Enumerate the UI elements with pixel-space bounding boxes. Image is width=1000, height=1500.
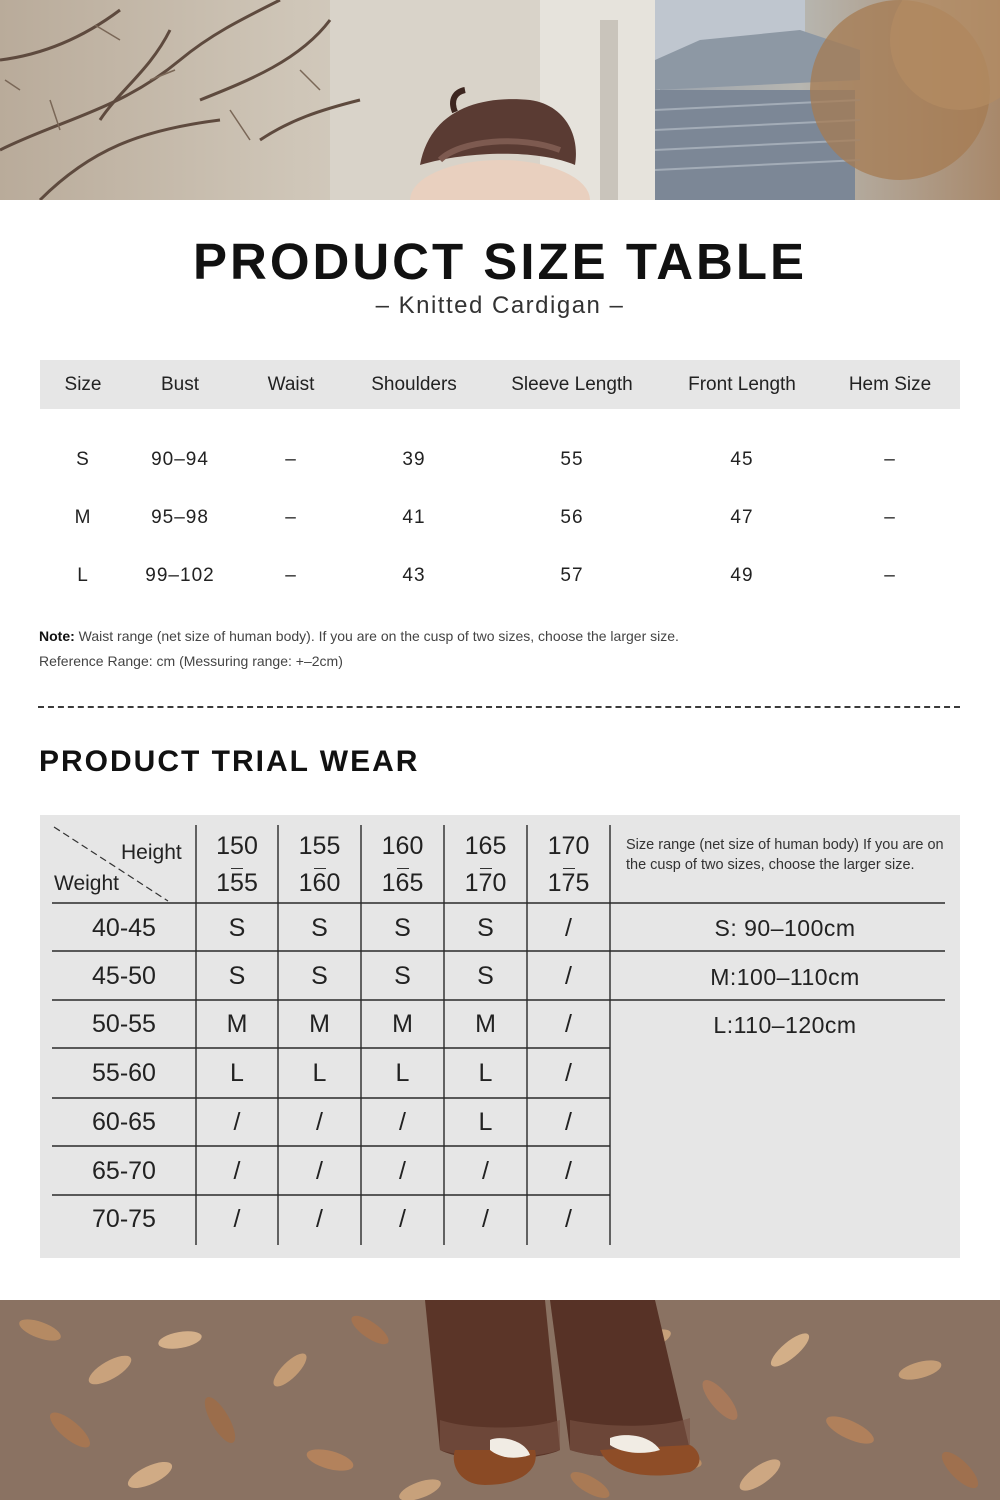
table-cell: L	[77, 565, 89, 586]
size-cell: M	[226, 1010, 248, 1038]
range-m: M:100–110cm	[710, 964, 860, 990]
size-cell: /	[565, 1010, 572, 1038]
size-cell: /	[565, 1058, 572, 1087]
size-cell: S	[477, 962, 494, 990]
col-header-front-length: Front Length	[664, 360, 820, 409]
size-cell: /	[233, 1204, 241, 1233]
height-header	[278, 829, 361, 901]
size-cell: /	[399, 1108, 406, 1136]
table-cell: 43	[402, 565, 426, 586]
table-cell: 47	[730, 507, 754, 528]
size-cell: S	[394, 962, 411, 990]
height-header	[361, 829, 444, 901]
height-from: 160	[381, 832, 424, 860]
table-cell: 45	[730, 449, 754, 470]
table-cell: M	[74, 507, 92, 528]
table-cell: –	[285, 449, 297, 470]
weight-label: 60-65	[92, 1108, 156, 1136]
height-to: 165	[382, 865, 424, 902]
height-to: 170	[465, 865, 507, 902]
table-cell: 99–102	[145, 565, 215, 586]
table-cell: –	[285, 565, 297, 586]
table-cell: 95–98	[151, 507, 209, 528]
height-from: 155	[298, 832, 341, 860]
height-from: 150	[216, 832, 258, 860]
size-cell: /	[233, 1156, 241, 1185]
height-to: 160	[299, 865, 341, 902]
size-table	[40, 360, 960, 605]
size-cell: /	[565, 1204, 572, 1233]
col-header-bust: Bust	[126, 360, 234, 409]
table-cell: 56	[560, 507, 584, 528]
height-to: 175	[548, 865, 590, 902]
size-cell: S	[394, 913, 411, 942]
size-cell: /	[399, 1156, 406, 1185]
table-cell: –	[884, 449, 896, 470]
size-cell: /	[565, 1156, 572, 1185]
trial-wear-title: PRODUCT TRIAL WEAR	[39, 745, 420, 778]
corner-weight-label: Weight	[54, 872, 119, 895]
size-cell: M	[475, 1010, 496, 1038]
table-cell: 41	[402, 507, 426, 528]
size-cell: S	[477, 913, 494, 942]
table-cell: 57	[560, 565, 584, 586]
size-cell: S	[228, 913, 246, 942]
trial-wear-table	[40, 815, 960, 1258]
size-cell: L	[230, 1058, 244, 1087]
note-text: Waist range (net size of human body). If you are on the cusp of two sizes, choose the larger size.	[78, 628, 679, 644]
bottom-photo-illustration	[0, 1300, 1000, 1500]
size-note	[39, 624, 979, 674]
size-cell: /	[482, 1156, 489, 1185]
size-cell: S	[311, 962, 328, 990]
size-cell: M	[392, 1010, 413, 1038]
height-from: 165	[464, 832, 507, 860]
range-l: L:110–120cm	[713, 1012, 857, 1038]
size-cell: /	[482, 1204, 489, 1233]
col-header-sleeve-length: Sleeve Length	[480, 360, 664, 409]
size-cell: M	[309, 1010, 330, 1038]
table-row	[40, 431, 960, 489]
weight-label: 65-70	[92, 1156, 156, 1185]
note-line	[39, 624, 979, 649]
table-cell: –	[884, 507, 896, 528]
table-cell: S	[76, 449, 90, 470]
size-cell: /	[399, 1204, 406, 1233]
size-cell: /	[316, 1156, 323, 1185]
weight-label: 50-55	[92, 1010, 156, 1038]
height-header	[527, 829, 610, 901]
weight-label: 55-60	[92, 1058, 156, 1087]
note-label: Note:	[39, 628, 75, 644]
weight-label: 45-50	[92, 962, 156, 990]
size-cell: L	[312, 1058, 327, 1087]
table-cell: 90–94	[151, 449, 209, 470]
size-cell: /	[316, 1204, 323, 1233]
size-range-note: Size range (net size of human body) If you are on the cusp of two sizes, choose the larger size.	[626, 837, 944, 873]
size-cell: /	[565, 962, 572, 990]
table-row	[40, 547, 960, 605]
col-header-size: Size	[40, 360, 126, 409]
height-header	[196, 829, 278, 901]
corner-height-label: Height	[121, 841, 182, 864]
col-header-waist: Waist	[234, 360, 348, 409]
table-cell: 55	[560, 449, 584, 470]
size-cell: S	[311, 913, 328, 942]
top-product-photo	[0, 0, 1000, 200]
height-from: 170	[547, 832, 590, 860]
bottom-product-photo	[0, 1300, 1000, 1500]
size-cell: L	[478, 1108, 493, 1136]
size-cell: S	[228, 962, 246, 990]
col-header-hem-size: Hem Size	[820, 360, 960, 409]
col-header-shoulders: Shoulders	[348, 360, 480, 409]
table-cell: 39	[402, 449, 426, 470]
page-title: PRODUCT SIZE TABLE	[192, 233, 808, 290]
section-divider	[38, 706, 960, 708]
size-cell: /	[565, 1108, 572, 1136]
table-cell: –	[285, 507, 297, 528]
weight-label: 70-75	[92, 1204, 156, 1233]
table-cell: –	[884, 565, 896, 586]
size-cell: /	[233, 1108, 241, 1136]
height-to: 155	[216, 865, 258, 902]
size-cell: L	[395, 1058, 410, 1087]
product-subtitle: – Knitted Cardigan –	[375, 292, 625, 319]
height-header	[444, 829, 527, 901]
weight-label: 40-45	[92, 913, 156, 942]
table-cell: 49	[730, 565, 754, 586]
size-cell: /	[316, 1108, 323, 1136]
size-table-header-row	[40, 360, 960, 409]
size-cell: L	[478, 1058, 493, 1087]
range-s: S: 90–100cm	[714, 915, 856, 941]
reference-range: Reference Range: cm (Messuring range: +–2cm)	[39, 653, 343, 669]
size-cell: /	[565, 913, 572, 942]
top-photo-illustration	[0, 0, 1000, 200]
table-row	[40, 489, 960, 547]
